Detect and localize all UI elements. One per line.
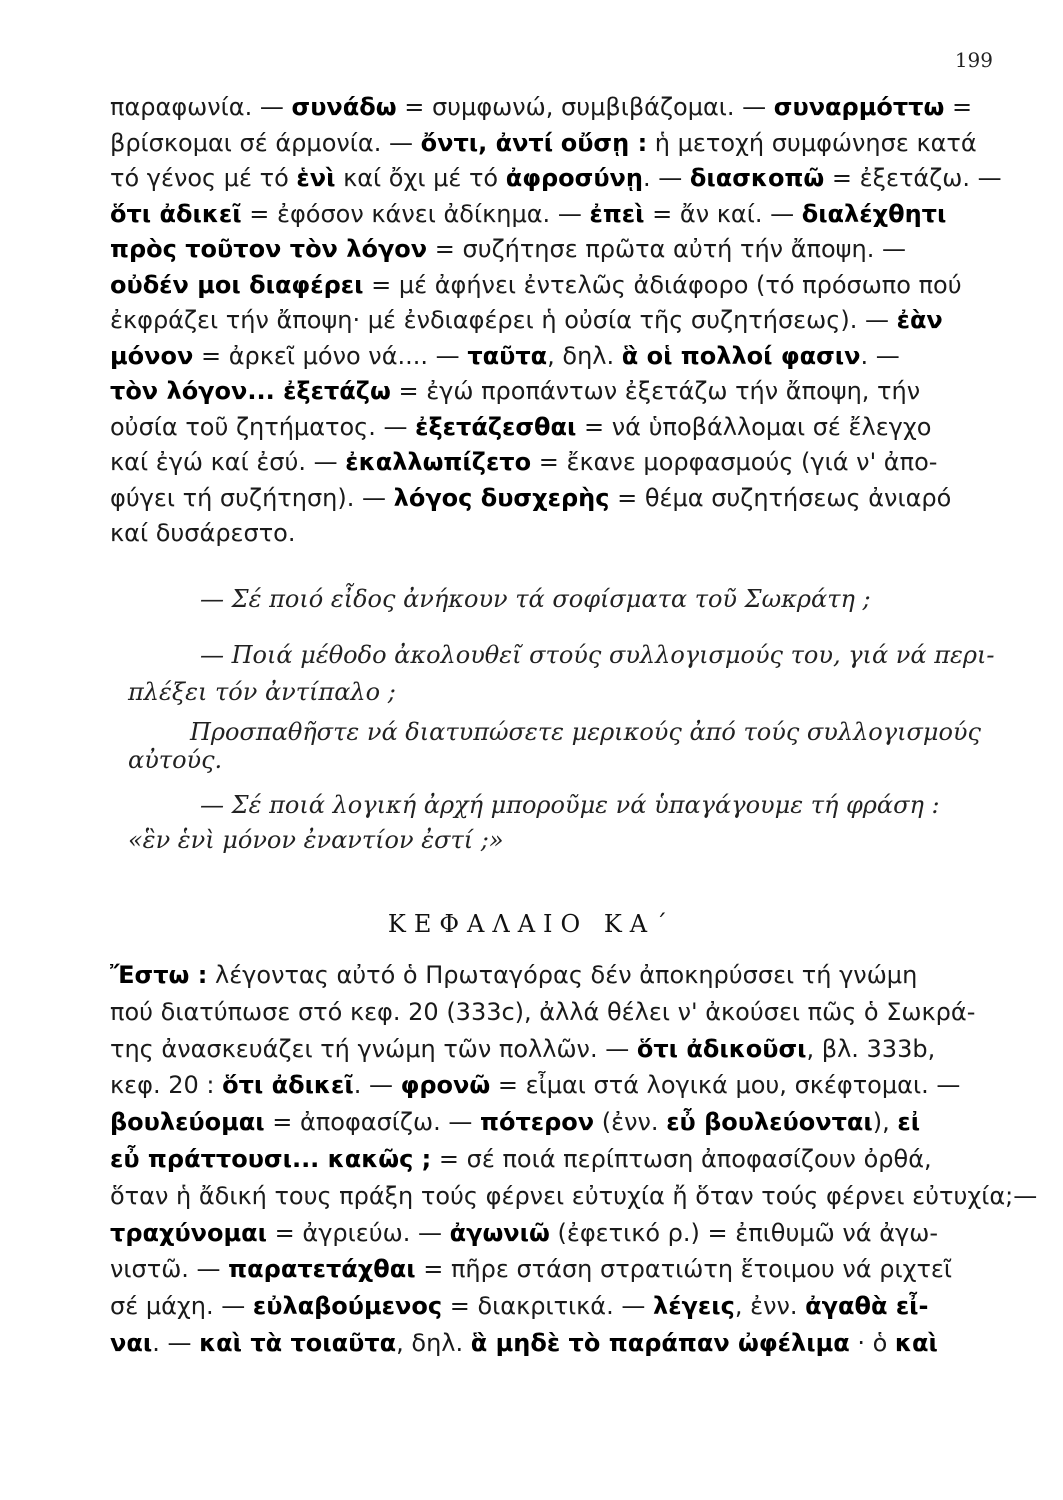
chapter-text-line bbox=[110, 1181, 1038, 1211]
definition-text: = ἐγώ προπάντων ἐξετάζω τήν ἄποψη, τήν bbox=[390, 377, 921, 405]
question-line: «ἓν ἑνὶ μόνον ἐναντίον ἐστί ;» bbox=[128, 826, 504, 854]
definition-text: νιστῶ. — bbox=[110, 1255, 229, 1284]
definition-text: = μέ ἀφήνει ἐντελῶς ἀδιάφορο (τό πρόσωπο πού bbox=[363, 270, 962, 299]
definition-text: = διακριτικά. — bbox=[442, 1292, 653, 1321]
question-line: αὐτούς. bbox=[128, 746, 223, 774]
chapter-heading: ΚΕΦΑΛΑΙΟ ΚΑ΄ bbox=[387, 910, 676, 938]
definition-text: λέγοντας αὐτό ὁ Πρωταγόρας δέν ἀποκηρύσσει τή γνώμη bbox=[207, 961, 918, 989]
chapter-text-line bbox=[110, 997, 976, 1027]
chapter-text-line bbox=[110, 1107, 965, 1137]
definition-text: . — bbox=[152, 1329, 200, 1357]
definition-text: σέ μάχη. — bbox=[110, 1292, 253, 1321]
term: πρὸς τοῦτον τὸν λόγον bbox=[110, 235, 428, 263]
definition-text: κεφ. 20 : bbox=[110, 1071, 223, 1100]
question-line: πλέξει τόν ἀντίπαλο ; bbox=[128, 678, 396, 706]
term: Ἔστω : bbox=[110, 961, 208, 989]
definition-text: παραφωνία. — bbox=[110, 93, 292, 121]
definition-text: . — bbox=[353, 1071, 401, 1100]
definition-text: = ἐξετάζω. — bbox=[824, 164, 1002, 192]
definition-text: = ἀποφασίζω. — bbox=[264, 1108, 480, 1137]
term: βουλεύομαι bbox=[110, 1108, 265, 1137]
term: ἐκαλλωπίζετο bbox=[345, 448, 532, 476]
chapter-text-line bbox=[110, 1328, 965, 1358]
term: ναι bbox=[110, 1329, 153, 1357]
term: παρατετάχθαι bbox=[228, 1255, 416, 1284]
chapter-text-line bbox=[110, 1254, 965, 1284]
definition-text: = bbox=[944, 93, 973, 121]
term: οὔσῃ : bbox=[560, 128, 648, 157]
question-line: — Ποιά μέθοδο ἀκολουθεῖ στούς συλλογισμούς του, γιά νά περι- bbox=[200, 641, 995, 669]
glossary-line bbox=[110, 447, 965, 477]
chapter-text-line bbox=[110, 1034, 965, 1064]
definition-text: , δηλ. bbox=[547, 341, 622, 370]
question-line: — Σέ ποιό εἶδος ἀνήκουν τά σοφίσματα τοῦ Σωκράτη ; bbox=[200, 585, 871, 613]
definition-text: = εἶμαι στά λογικά μου, σκέφτομαι. — bbox=[490, 1071, 961, 1100]
definition-text bbox=[553, 129, 561, 157]
definition-text: ἡ μετοχή συμφώνησε κατά bbox=[647, 128, 977, 157]
chapter-text-line bbox=[110, 1144, 965, 1174]
definition-text: = ἀρκεῖ μόνο νά.... — bbox=[193, 341, 468, 370]
term: ἃ μηδὲ τὸ παράπαν ὠφέλιμα bbox=[470, 1329, 850, 1357]
glossary-line bbox=[110, 163, 1002, 193]
glossary-line bbox=[110, 412, 965, 442]
definition-text: ), bbox=[872, 1108, 898, 1137]
term: ἑνὶ bbox=[296, 164, 336, 192]
term: ἐπεὶ bbox=[589, 199, 645, 228]
term: φρονῶ bbox=[400, 1071, 491, 1100]
definition-text: πού διατύπωσε στό κεφ. 20 (333c), ἀλλά θέλει ν' ἀκούσει πῶς ὁ Σωκρά- bbox=[110, 997, 976, 1026]
definition-text: καί δυσάρεστο. bbox=[110, 519, 296, 547]
term: ἃ οἱ πολλοί φασιν bbox=[621, 341, 861, 370]
definition-text: , δηλ. bbox=[396, 1329, 471, 1357]
glossary-line bbox=[110, 376, 965, 406]
question-line: Προσπαθῆστε νά διατυπώσετε μερικούς ἀπό τούς συλλογισμούς bbox=[190, 718, 981, 746]
definition-text: = ἄν καί. — bbox=[644, 199, 802, 228]
glossary-line bbox=[110, 341, 965, 371]
term: διαλέχθητι bbox=[801, 199, 947, 228]
chapter-text-line bbox=[110, 1070, 965, 1100]
definition-text: · ὁ bbox=[849, 1329, 895, 1357]
definition-text: = συζήτησε πρῶτα αὐτή τήν ἄποψη. — bbox=[427, 235, 906, 263]
term: λόγος δυσχερὴς bbox=[393, 483, 610, 512]
term: ταῦτα bbox=[467, 341, 548, 370]
page-number: 199 bbox=[954, 48, 993, 72]
definition-text: = σέ ποιά περίπτωση ἀποφασίζουν ὀρθά, bbox=[431, 1145, 932, 1173]
term: τραχύνομαι bbox=[110, 1218, 268, 1247]
term: καὶ τὰ τοιαῦτα bbox=[199, 1329, 397, 1357]
glossary-line bbox=[110, 483, 965, 513]
term: ἐξετάζεσθαι bbox=[415, 412, 577, 441]
definition-text: = ἔκανε μορφασμούς (γιά ν' ἀπο- bbox=[531, 448, 938, 476]
term: εὐλαβούμενος bbox=[252, 1292, 443, 1321]
definition-text: φύγει τή συζήτηση). — bbox=[110, 483, 394, 512]
term: συναρμόττω bbox=[773, 93, 945, 121]
term: ὅτι ἀδικοῦσι bbox=[636, 1034, 807, 1063]
definition-text: , ἐνν. bbox=[734, 1292, 806, 1321]
term: εὖ βουλεύονται bbox=[666, 1108, 873, 1137]
definition-text: οὐσία τοῦ ζητήματος. — bbox=[110, 412, 416, 441]
definition-text: καί ἐγώ καί ἐσύ. — bbox=[110, 448, 346, 476]
term: συνάδω bbox=[291, 93, 397, 121]
term: εἰ bbox=[897, 1108, 921, 1137]
definition-text: ὅταν ἡ ἄδική τους πράξη τούς φέρνει εὐτυχία ἤ ὅταν τούς φέρνει εὐτυχία;— bbox=[110, 1181, 1038, 1210]
definition-text: = ἀγριεύω. — bbox=[267, 1218, 450, 1247]
glossary-line bbox=[110, 518, 965, 548]
glossary-line bbox=[110, 270, 965, 300]
definition-text: = συμφωνώ, συμβιβάζομαι. — bbox=[396, 93, 774, 121]
term: ὄντι, ἀντί bbox=[420, 128, 554, 157]
definition-text: (ἐνν. bbox=[594, 1108, 667, 1137]
definition-text: της ἀνασκευάζει τή γνώμη τῶν πολλῶν. — bbox=[110, 1034, 637, 1063]
glossary-line bbox=[110, 92, 973, 122]
definition-text: καί ὄχι μέ τό bbox=[335, 164, 506, 192]
term: ἀγωνιῶ bbox=[449, 1218, 550, 1247]
glossary-line bbox=[110, 305, 965, 335]
glossary-line bbox=[110, 128, 977, 158]
term: ἐὰν bbox=[896, 306, 943, 334]
term: ὅτι ἀδικεῖ bbox=[110, 199, 242, 228]
definition-text: = θέμα συζητήσεως ἀνιαρό bbox=[609, 483, 952, 512]
definition-text: . — bbox=[642, 164, 690, 192]
definition-text: τό γένος μέ τό bbox=[110, 164, 297, 192]
term: ἀφροσύνῃ bbox=[505, 164, 643, 192]
term: ἀγαθὰ εἶ- bbox=[805, 1292, 929, 1321]
definition-text: (ἐφετικό ρ.) = ἐπιθυμῶ νά ἀγω- bbox=[549, 1218, 939, 1247]
chapter-text-line bbox=[110, 1218, 965, 1248]
term: καὶ bbox=[894, 1329, 938, 1357]
definition-text: = νά ὑποβάλλομαι σέ ἔλεγχο bbox=[576, 412, 932, 441]
definition-text: = ἐφόσον κάνει ἀδίκημα. — bbox=[241, 199, 590, 228]
term: λέγεις bbox=[653, 1292, 735, 1321]
definition-text: . — bbox=[860, 341, 900, 370]
glossary-line bbox=[110, 234, 965, 264]
chapter-text-line bbox=[110, 960, 965, 990]
term: τὸν λόγον... ἐξετάζω bbox=[110, 377, 391, 405]
chapter-text-line bbox=[110, 1291, 965, 1321]
definition-text: βρίσκομαι σέ άρμονία. — bbox=[110, 128, 421, 157]
glossary-line bbox=[110, 199, 965, 229]
definition-text: ἐκφράζει τήν ἄποψη· μέ ἐνδιαφέρει ἡ οὐσία τῆς συζητήσεως). — bbox=[110, 306, 897, 334]
term: μόνον bbox=[110, 341, 194, 370]
term: εὖ πράττουσι... κακῶς ; bbox=[110, 1145, 432, 1173]
term: οὐδέν μοι διαφέρει bbox=[110, 270, 364, 299]
definition-text: , βλ. 333b, bbox=[806, 1034, 936, 1063]
term: διασκοπῶ bbox=[689, 164, 825, 192]
term: ὅτι ἀδικεῖ bbox=[222, 1071, 354, 1100]
term: πότερον bbox=[479, 1108, 595, 1137]
question-line: — Σέ ποιά λογική ἀρχή μποροῦμε νά ὑπαγάγουμε τή φράση : bbox=[200, 791, 940, 819]
definition-text: = πῆρε στάση στρατιώτη ἕτοιμου νά ριχτεῖ bbox=[415, 1255, 952, 1284]
